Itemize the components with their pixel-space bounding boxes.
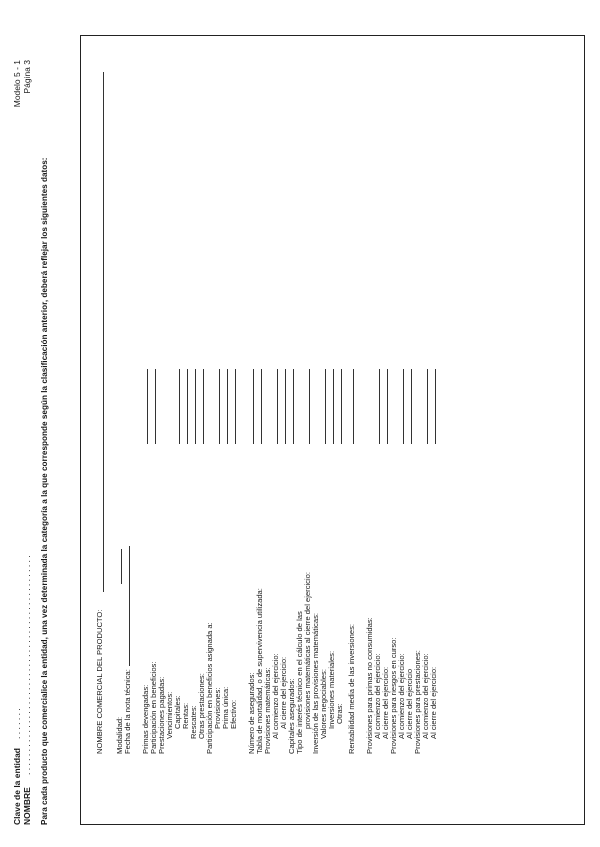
nombre-comercial-field[interactable] [103, 72, 104, 592]
rentabilidad-label: Rentabilidad media de las inversiones: [347, 623, 356, 754]
al-comienzo-c-label: Al comienzo del ejercicio: [397, 653, 406, 739]
inv-materiales-field[interactable] [333, 369, 334, 444]
capitales-field[interactable] [179, 369, 180, 444]
clave-label: Clave de la entidad [12, 748, 22, 825]
nombre-comercial-label: NOMBRE COMERCIAL DEL PRODUCTO: [95, 609, 104, 754]
tipo-interes-label-2: provisiones matemáticas al cierre del ejercicio: [303, 572, 312, 729]
tabla-mortalidad-field[interactable] [261, 369, 262, 444]
modalidad-field[interactable] [121, 549, 122, 584]
valores-field[interactable] [325, 369, 326, 444]
rescates-field[interactable] [195, 369, 196, 444]
tipo-interes-label-1: Tipo de interés técnico en el cálculo de las [295, 611, 304, 754]
al-cierre-b-field[interactable] [387, 369, 388, 444]
fecha-nota-label: Fecha de la nota técnica: [123, 669, 132, 754]
al-comienzo-d-field[interactable] [427, 369, 428, 444]
otras-label: Otras: [335, 703, 344, 724]
al-comienzo-b-label: Al comienzo del ejercicio: [373, 653, 382, 739]
capitales-asegurados-label: Capitales asegurados: [287, 678, 296, 754]
al-cierre-label: Al cierre del ejercicio: [279, 656, 288, 729]
al-cierre-c-field[interactable] [411, 369, 412, 444]
nombre-label: NOMBRE [22, 787, 32, 825]
al-comienzo-b-field[interactable] [379, 369, 380, 444]
capitales-asegurados-field[interactable] [293, 369, 294, 444]
efectivo-label: Efectivo: [229, 699, 238, 729]
participacion-field[interactable] [155, 369, 156, 444]
valores-label: Valores negociables: [319, 669, 328, 739]
prima-unica-field[interactable] [227, 369, 228, 444]
al-cierre-d-field[interactable] [435, 369, 436, 444]
rescates-label: Rescates: [189, 705, 198, 739]
al-cierre-field[interactable] [285, 369, 286, 444]
num-asegurados-label: Número de asegurados: [247, 672, 256, 754]
instruction-text: Para cada producto que comercialice la entidad, una vez determinada la categoría a la que corresponde según la clasificación anterior, deberá reflejar los siguientes datos: [40, 157, 49, 825]
rentas-field[interactable] [187, 369, 188, 444]
al-cierre-b-label: Al cierre del ejercicio: [381, 666, 390, 739]
vencimientos-label: Vencimientos: [165, 691, 174, 739]
al-cierre-c-label: Al cierre del ejercicio [405, 668, 414, 739]
al-comienzo-field[interactable] [277, 369, 278, 444]
otras-field[interactable] [341, 369, 342, 444]
prestaciones-label: Prestaciones pagadas: [157, 676, 166, 754]
efectivo-field[interactable] [235, 369, 236, 444]
fecha-nota-field[interactable] [129, 546, 130, 666]
capitales-label: Capitales: [173, 695, 182, 729]
clave-dots: . . . . . . . [12, 708, 22, 739]
modelo-label: Modelo 5 - 1 [12, 60, 22, 108]
prov-matematicas-label: Provisiones matemáticas: [263, 667, 272, 754]
al-comienzo-d-label: Al comienzo del ejercicio: [421, 653, 430, 739]
primas-field[interactable] [147, 369, 148, 444]
product-form-frame [80, 35, 585, 825]
al-cierre-d-label: Al cierre del ejercicio: [429, 666, 438, 739]
prov-riesgos-label: Provisiones para riesgos en curso: [389, 637, 398, 754]
tipo-interes-field[interactable] [309, 369, 310, 444]
part-asignada-label: Participación en beneficios asignada a: [205, 622, 214, 754]
al-comienzo-label: Al comienzo del ejercicio: [271, 653, 280, 739]
al-comienzo-c-field[interactable] [403, 369, 404, 444]
inversion-label: Inversión de las provisiones matemáticas: [311, 613, 320, 754]
prov-no-consumidas-label: Provisiones para primas no consumidas: [365, 617, 374, 754]
prov-prestaciones-label: Provisiones para prestaciones: [413, 650, 422, 754]
tabla-mortalidad-label: Tabla de mortalidad, o de supervivencia utilizada: [255, 588, 264, 754]
rentabilidad-field[interactable] [353, 369, 354, 444]
rentas-label: Rentas: [181, 702, 190, 729]
participacion-label: Participación en beneficios: [149, 661, 158, 754]
provisiones-field[interactable] [219, 369, 220, 444]
modalidad-label: Modalidad: [115, 716, 124, 754]
provisiones-label: Provisiones: [213, 687, 222, 729]
nombre-dots: . . . . . . . . . . . . . . . . . . . . . . . . . . . . . . . . . . . . . . . . . . . . . . . [22, 555, 32, 775]
otras-prest-label: Otras prestaciones: [197, 673, 206, 739]
pagina-label: Página 3 [22, 60, 32, 94]
prima-unica-label: Prima única: [221, 686, 230, 729]
primas-label: Primas devengadas: [141, 684, 150, 754]
inv-materiales-label: Inversiones materiales: [327, 650, 336, 729]
num-asegurados-field[interactable] [253, 369, 254, 444]
otras-prest-field[interactable] [203, 369, 204, 444]
